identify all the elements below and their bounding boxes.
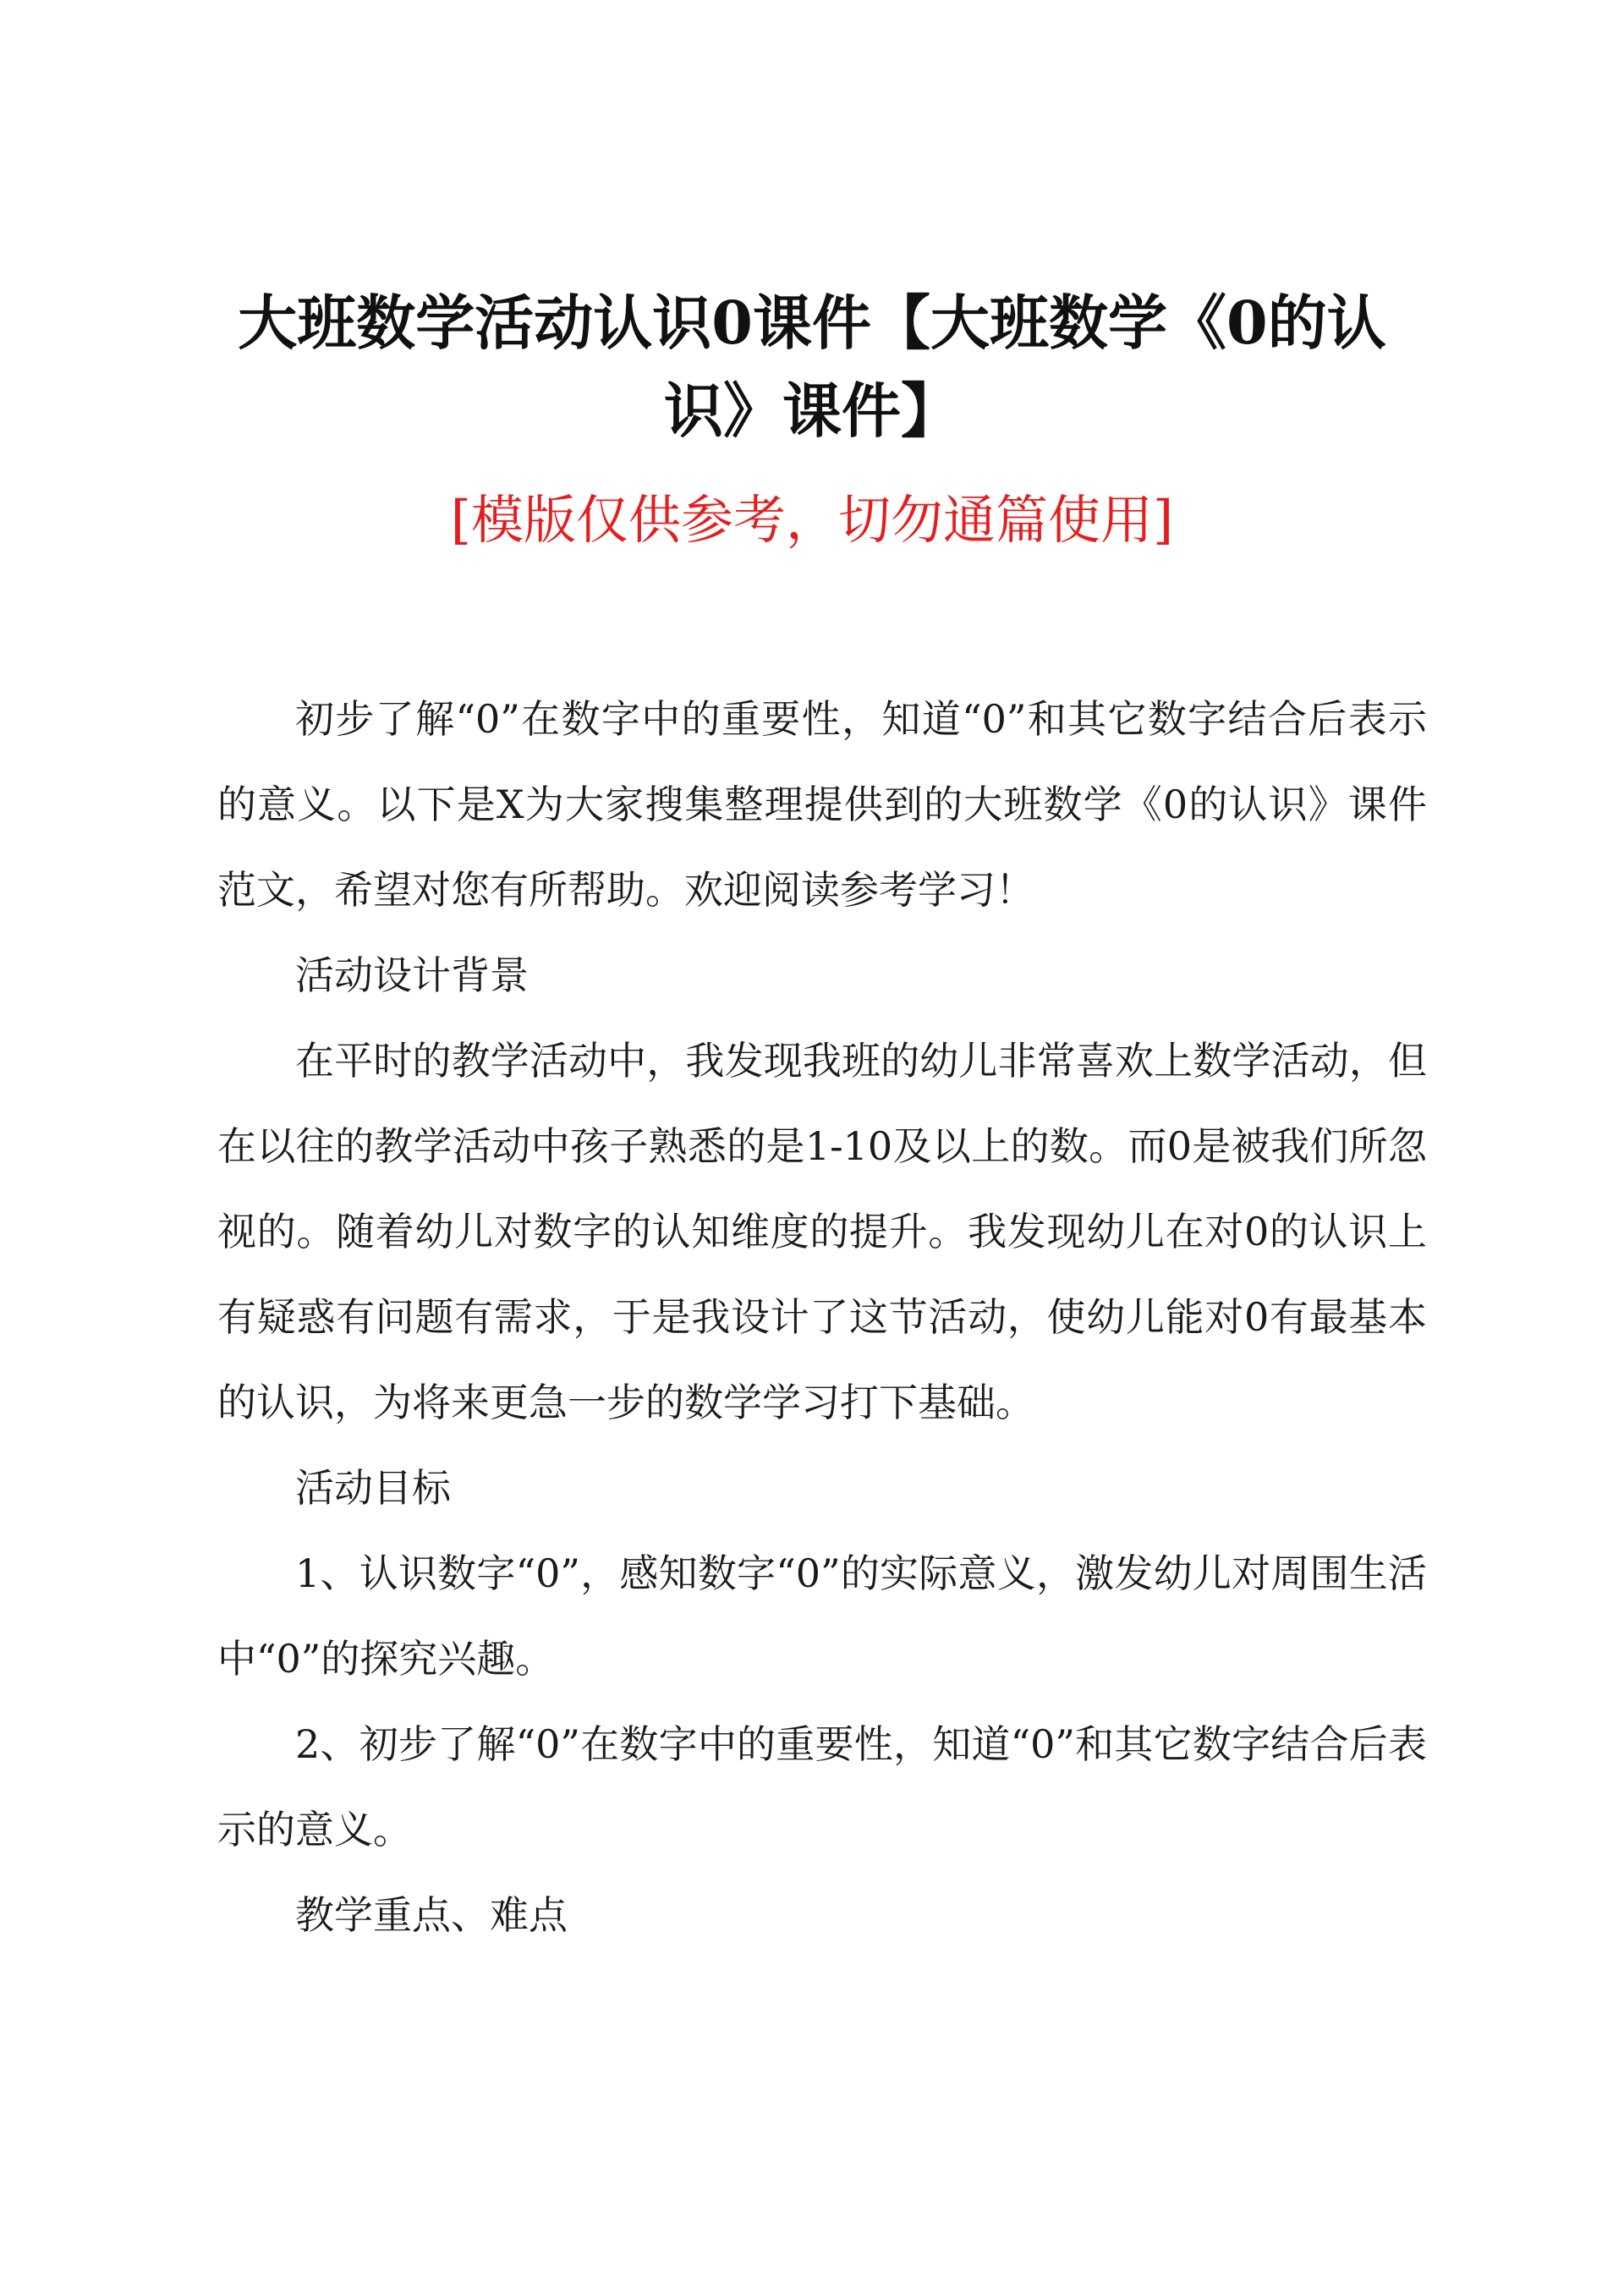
document-body	[217, 677, 1427, 1958]
heading-activity-background: 活动设计背景	[295, 952, 529, 998]
document-title: 大班数学活动认识0课件【大班数学《0的认识》课件】	[238, 288, 1386, 446]
paragraph-background: 在平时的教学活动中，我发现我班的幼儿非常喜欢上数学活动，但在以往的教学活动中孩子熟悉的是1-10及以上的数。而0是被我们所忽视的。随着幼儿对数字的认知维度的提升。我发现幼儿在对0的认识上有疑惑有问题有需求，于是我设计了这节活动，使幼儿能对0有最基本的认识，为将来更急一步的数学学习打下基础。	[217, 1038, 1427, 1425]
heading-teaching-focus: 教学重点、难点	[295, 1892, 568, 1938]
heading-activity-goals: 活动目标	[295, 1465, 451, 1511]
paragraph-intro: 初步了解“0”在数字中的重要性，知道“0”和其它数字结合后表示的意义。以下是X为大家搜集整理提供到的大班数学《0的认识》课件范文，希望对您有所帮助。欢迎阅读参考学习！	[217, 696, 1427, 913]
template-notice: [模版仅供参考，切勿通篇使用]	[450, 489, 1174, 551]
paragraph-goal-1: 1、认识数字“0”，感知数字“0”的实际意义，激发幼儿对周围生活中“0”的探究兴趣。	[217, 1550, 1427, 1682]
paragraph-goal-2: 2、初步了解“0”在数字中的重要性，知道“0”和其它数字结合后表示的意义。	[217, 1721, 1427, 1852]
